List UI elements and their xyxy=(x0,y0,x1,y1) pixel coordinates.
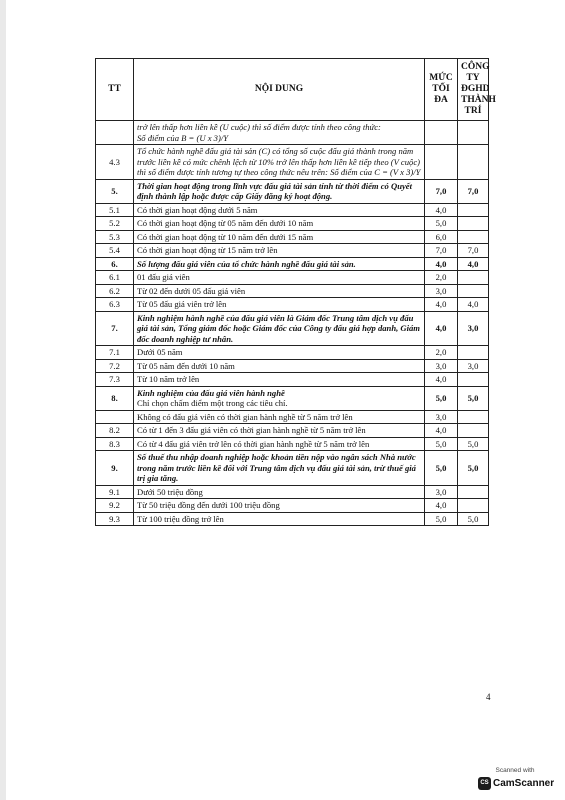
row-tt: 5.2 xyxy=(96,217,134,231)
row-tt: 6.3 xyxy=(96,298,134,312)
row-tt: 7. xyxy=(96,311,134,346)
criteria-row xyxy=(96,311,489,346)
row-company-score: 7,0 xyxy=(458,179,489,203)
header-tt: TT xyxy=(96,59,134,121)
row-max-score: 4,0 xyxy=(425,203,458,217)
table-row xyxy=(96,373,489,387)
table-row xyxy=(96,298,489,312)
table-row xyxy=(96,244,489,258)
table-row xyxy=(96,499,489,513)
row-content: Từ 10 năm trở lên xyxy=(134,373,425,387)
table-row xyxy=(96,346,489,360)
row-tt: 6.2 xyxy=(96,284,134,298)
table-row xyxy=(96,284,489,298)
criteria-title: Kinh nghiệm của đấu giá viên hành nghề xyxy=(137,387,285,398)
row-tt: 8. xyxy=(96,386,134,410)
row-tt: 5.4 xyxy=(96,244,134,258)
row-company-score: 4,0 xyxy=(458,257,489,271)
row-company-score xyxy=(458,346,489,360)
table-row xyxy=(96,230,489,244)
row-max-score: 3,0 xyxy=(425,359,458,373)
row-max-score: 5,0 xyxy=(425,386,458,410)
row-content: Từ 05 năm đến dưới 10 năm xyxy=(134,359,425,373)
row-content: Có thời gian hoạt động từ 05 năm đến dưới 10 năm xyxy=(134,217,425,231)
table-row xyxy=(96,145,489,180)
row-company-score xyxy=(458,499,489,513)
row-content: Không có đấu giá viên có thời gian hành nghề từ 5 năm trở lên xyxy=(134,410,425,424)
row-company-score: 5,0 xyxy=(458,437,489,451)
row-tt xyxy=(96,410,134,424)
row-content: 01 đấu giá viên xyxy=(134,271,425,285)
row-max-score: 4,0 xyxy=(425,373,458,387)
row-tt: 5.1 xyxy=(96,203,134,217)
row-company-score: 5,0 xyxy=(458,386,489,410)
row-tt: 9.1 xyxy=(96,485,134,499)
criteria-row xyxy=(96,451,489,486)
header-company-score: CÔNG TY ĐGHD THÀNH TRÍ xyxy=(458,59,489,121)
row-max-score: 5,0 xyxy=(425,217,458,231)
table-row xyxy=(96,512,489,526)
row-company-score: 5,0 xyxy=(458,512,489,526)
camscanner-logo-icon: CS xyxy=(478,777,491,790)
table-row xyxy=(96,217,489,231)
row-company-score xyxy=(458,373,489,387)
row-company-score xyxy=(458,485,489,499)
row-max-score: 5,0 xyxy=(425,512,458,526)
row-tt: 4.3 xyxy=(96,145,134,180)
table-header-row xyxy=(96,59,489,121)
row-content: Có từ 1 đến 3 đấu giá viên có thời gian hành nghề từ 5 năm trở lên xyxy=(134,424,425,438)
row-content xyxy=(134,386,425,410)
row-tt: 7.1 xyxy=(96,346,134,360)
criteria-row xyxy=(96,257,489,271)
row-max-score: 7,0 xyxy=(425,179,458,203)
row-tt: 8.3 xyxy=(96,437,134,451)
table-body xyxy=(96,121,489,526)
table-row xyxy=(96,485,489,499)
row-content: Kinh nghiệm hành nghề của đấu giá viên là Giám đốc Trung tâm dịch vụ đấu giá tài sản, Tổng giám đốc hoặc Giám đốc của Công ty đấu giá hợp danh, Giám đốc doanh nghiệp tư nhân. xyxy=(134,311,425,346)
row-tt: 8.2 xyxy=(96,424,134,438)
row-tt: 9. xyxy=(96,451,134,486)
row-max-score: 4,0 xyxy=(425,257,458,271)
scan-left-edge xyxy=(0,0,6,800)
header-content: NỘI DUNG xyxy=(134,59,425,121)
table-row xyxy=(96,359,489,373)
row-content: Số thuế thu nhập doanh nghiệp hoặc khoản tiền nộp vào ngân sách Nhà nước trong năm trước liền kề đối với Trung tâm dịch vụ đấu giá tài sản, trừ thuế giá trị gia tăng. xyxy=(134,451,425,486)
camscanner-name: CamScanner xyxy=(493,778,555,789)
table-row xyxy=(96,203,489,217)
row-max-score: 7,0 xyxy=(425,244,458,258)
row-company-score xyxy=(458,271,489,285)
row-company-score: 3,0 xyxy=(458,311,489,346)
page-number: 4 xyxy=(486,692,491,702)
row-max-score: 5,0 xyxy=(425,451,458,486)
row-tt: 6. xyxy=(96,257,134,271)
camscanner-caption: Scanned with xyxy=(495,767,535,774)
row-company-score: 5,0 xyxy=(458,451,489,486)
row-content: Tổ chức hành nghề đấu giá tài sản (C) có tổng số cuộc đấu giá thành trong năm trước liền kề có mức chênh lệch từ 10% trở lên thấp hơn liền kề tiếp theo (V cuộc) thì số điểm được tính tương tự theo công thức nêu trên: Số điểm của C = (V x 3)/Y xyxy=(134,145,425,180)
row-company-score xyxy=(458,121,489,145)
row-content: Có thời gian hoạt động từ 15 năm trở lên xyxy=(134,244,425,258)
row-max-score: 3,0 xyxy=(425,410,458,424)
header-max-score: MỨC TỐI ĐA xyxy=(425,59,458,121)
row-company-score: 4,0 xyxy=(458,298,489,312)
row-tt: 7.2 xyxy=(96,359,134,373)
row-max-score: 4,0 xyxy=(425,424,458,438)
row-max-score: 4,0 xyxy=(425,298,458,312)
row-max-score xyxy=(425,121,458,145)
scoring-table xyxy=(95,58,496,526)
row-content: trở lên thấp hơn liền kề (U cuộc) thì số điểm được tính theo công thức: Số điểm của B = (U x 3)/Y xyxy=(134,121,425,145)
row-company-score xyxy=(458,284,489,298)
row-tt: 6.1 xyxy=(96,271,134,285)
row-company-score: 7,0 xyxy=(458,244,489,258)
row-company-score xyxy=(458,203,489,217)
row-max-score: 6,0 xyxy=(425,230,458,244)
criteria-row xyxy=(96,386,489,410)
table-row xyxy=(96,271,489,285)
row-company-score xyxy=(458,424,489,438)
row-max-score: 3,0 xyxy=(425,284,458,298)
row-content: Từ 05 đấu giá viên trở lên xyxy=(134,298,425,312)
row-company-score xyxy=(458,217,489,231)
row-content: Dưới 05 năm xyxy=(134,346,425,360)
row-company-score xyxy=(458,145,489,180)
row-content: Có từ 4 đấu giá viên trở lên có thời gian hành nghề từ 5 năm trở lên xyxy=(134,437,425,451)
row-tt: 7.3 xyxy=(96,373,134,387)
row-tt: 5. xyxy=(96,179,134,203)
table-row xyxy=(96,437,489,451)
row-content: Từ 100 triệu đồng trở lên xyxy=(134,512,425,526)
table-row xyxy=(96,424,489,438)
row-max-score: 2,0 xyxy=(425,346,458,360)
row-max-score: 2,0 xyxy=(425,271,458,285)
row-content: Có thời gian hoạt động từ 10 năm đến dưới 15 năm xyxy=(134,230,425,244)
criteria-note: Chỉ chọn chấm điểm một trong các tiêu chí. xyxy=(137,398,288,408)
row-company-score xyxy=(458,230,489,244)
table-row xyxy=(96,121,489,145)
row-max-score xyxy=(425,145,458,180)
row-content: Dưới 50 triệu đồng xyxy=(134,485,425,499)
table-row xyxy=(96,410,489,424)
row-max-score: 4,0 xyxy=(425,499,458,513)
row-company-score: 3,0 xyxy=(458,359,489,373)
row-content: Từ 50 triệu đồng đến dưới 100 triệu đồng xyxy=(134,499,425,513)
row-content: Thời gian hoạt động trong lĩnh vực đấu giá tài sản tính từ thời điểm có Quyết định thành lập hoặc được cấp Giấy đăng ký hoạt động. xyxy=(134,179,425,203)
row-max-score: 4,0 xyxy=(425,311,458,346)
row-tt: 9.3 xyxy=(96,512,134,526)
row-tt xyxy=(96,121,134,145)
row-tt: 9.2 xyxy=(96,499,134,513)
row-content: Có thời gian hoạt động dưới 5 năm xyxy=(134,203,425,217)
criteria-row xyxy=(96,179,489,203)
row-max-score: 3,0 xyxy=(425,485,458,499)
row-company-score xyxy=(458,410,489,424)
row-max-score: 5,0 xyxy=(425,437,458,451)
row-content: Số lượng đấu giá viên của tổ chức hành nghề đấu giá tài sản. xyxy=(134,257,425,271)
row-tt: 5.3 xyxy=(96,230,134,244)
row-content: Từ 02 đến dưới 05 đấu giá viên xyxy=(134,284,425,298)
